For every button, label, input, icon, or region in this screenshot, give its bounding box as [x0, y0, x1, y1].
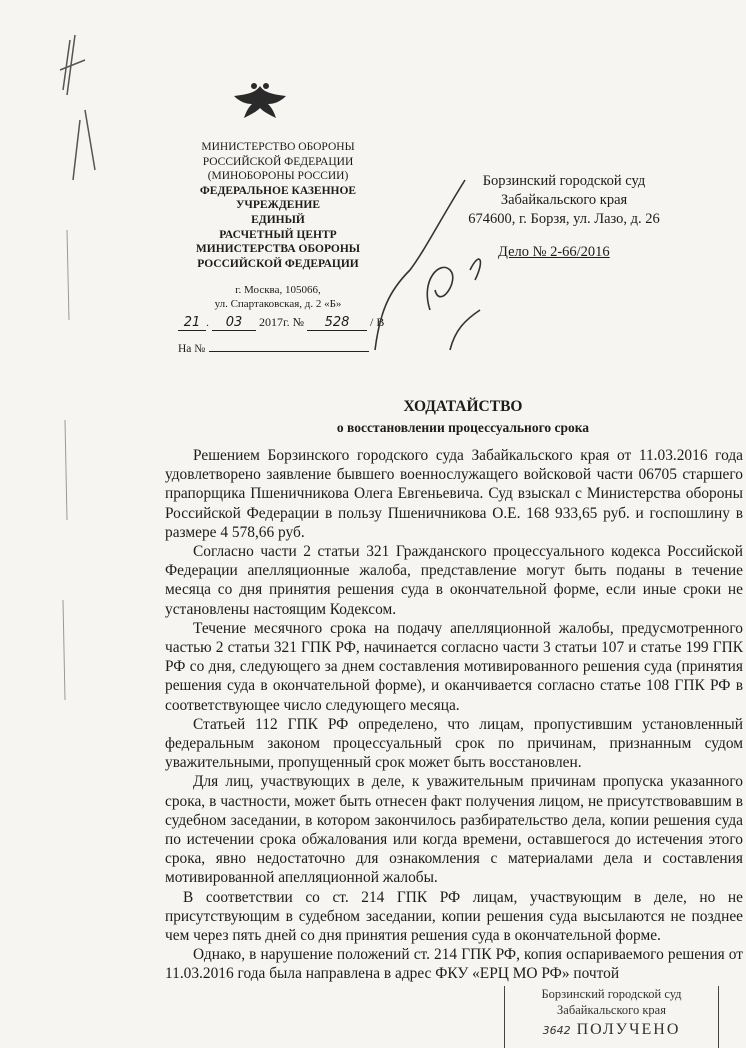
recipient-line: 674600, г. Борзя, ул. Лазо, д. 26: [468, 211, 660, 227]
sender-address: [178, 283, 378, 311]
header-line: УЧРЕЖДЕНИЕ: [235, 199, 321, 212]
sender-header: [178, 140, 378, 271]
stamp-handwritten-number: 3642: [542, 1023, 571, 1037]
document-body: [165, 446, 743, 1048]
document-subtitle: о восстановлении процессуального срока: [336, 420, 590, 435]
header-line: МИНИСТЕРСТВО ОБОРОНЫ: [201, 141, 355, 153]
double-headed-eagle-emblem-icon: [230, 78, 290, 123]
stamp-line: Борзинский городской суд: [541, 986, 682, 1001]
reference-label: На №: [178, 343, 206, 355]
header-line: РОССИЙСКОЙ ФЕДЕРАЦИИ: [202, 155, 354, 168]
date-day: 21: [178, 315, 206, 331]
header-line: РАСЧЕТНЫЙ ЦЕНТР: [219, 228, 337, 241]
stamp-line: Забайкальского края: [557, 1002, 666, 1017]
date-month: 03: [212, 315, 256, 331]
paragraph: Течение месячного срока на подачу апелляционной жалобы, предусмотренного частью 2 статьи 321 ГПК РФ, начинается согласно части 3 статьи 107 и статье 199 ГПК РФ со дня, следующего за днем составления мотивированного решения суда (принятия решения суда в окончательной форме), и оканчивается согласно статье 108 ГПК РФ в соответствующее число следующего месяца.: [165, 619, 743, 714]
recipient-line: Забайкальского края: [500, 192, 628, 208]
header-line: МИНИСТЕРСТВА ОБОРОНЫ: [195, 243, 361, 256]
recipient-block: [450, 172, 678, 229]
outgoing-number: 528: [307, 315, 367, 331]
date-year: 2017г. №: [259, 315, 305, 329]
reference-number-field: [178, 343, 369, 355]
header-line: РОССИЙСКОЙ ФЕДЕРАЦИИ: [197, 257, 359, 270]
header-line: ФЕДЕРАЛЬНОЕ КАЗЕННОЕ: [199, 184, 357, 197]
header-line: ЕДИНЫЙ: [251, 213, 305, 226]
paragraph: Согласно части 2 статьи 321 Гражданского процессуального кодекса Российской Федерации апелляционные жалоба, представление могут быть поданы в течение месяца со дня принятия решения суда в окончательной форме, если иные сроки не установлены настоящим Кодексом.: [165, 543, 743, 618]
paragraph: В соответствии со ст. 214 ГПК РФ лицам, участвующим в деле, но не присутствующим в судебном заседании, копии решения суда высылаются не позднее чем через пять дней со дня принятия решения суда в окончательной форме.: [165, 888, 743, 945]
header-line: (МИНОБОРОНЫ РОССИИ): [207, 170, 349, 183]
number-suffix: / В: [370, 315, 385, 329]
paragraph: Для лиц, участвующих в деле, к уважительным причинам пропуска указанного срока, в частности, может быть отнесен факт получения лицом, не присутствовавшим в судебном заседании, в котором закончилось разбирательство дела, копии решения суда по истечении срока обжалования или когда времени, оставшегося до истечения этого срока, явно недостаточно для ознакомления с материалами дела и составления мотивированной апелляционной жалобы.: [165, 773, 743, 887]
case-number: Дело № 2-66/2016: [498, 244, 610, 260]
paragraph: Статьей 112 ГПК РФ определено, что лицам, пропустившим установленный федеральным законом процессуальный срок по причинам, признанным судом уважительными, пропущенный срок может быть восстановлен.: [165, 715, 743, 772]
stamp-received: ПОЛУЧЕНО: [576, 1020, 681, 1038]
paragraph: Решением Борзинского городского суда Забайкальского края от 11.03.2016 года удовлетворено заявление бывшего военнослужащего войсковой части 06705 старшего прапорщика Пшеничникова Олега Евгеньевича. Суд взыскал с Министерства обороны Российской Федерации в пользу Пшеничникова О.Е. 168 933,65 руб. и госпошлину в размере 4 578,66 руб.: [165, 447, 743, 541]
document-title: ХОДАТАЙСТВО: [403, 398, 523, 415]
outgoing-date-number: 21 . 03 2017г. № 528 / В: [178, 315, 384, 331]
received-stamp: [504, 986, 719, 1048]
recipient-line: Борзинский городской суд: [482, 173, 646, 189]
address-line: г. Москва, 105066,: [235, 284, 321, 296]
handwritten-margin-notes: [55, 0, 115, 1024]
paragraph: Однако, в нарушение положений ст. 214 ГПК РФ, копия оспариваемого решения от 11.03.2016 года была направлена в адрес ФКУ «ЕРЦ МО РФ» почтой: [165, 946, 743, 983]
address-line: ул. Спартаковская, д. 2 «Б»: [214, 298, 342, 310]
